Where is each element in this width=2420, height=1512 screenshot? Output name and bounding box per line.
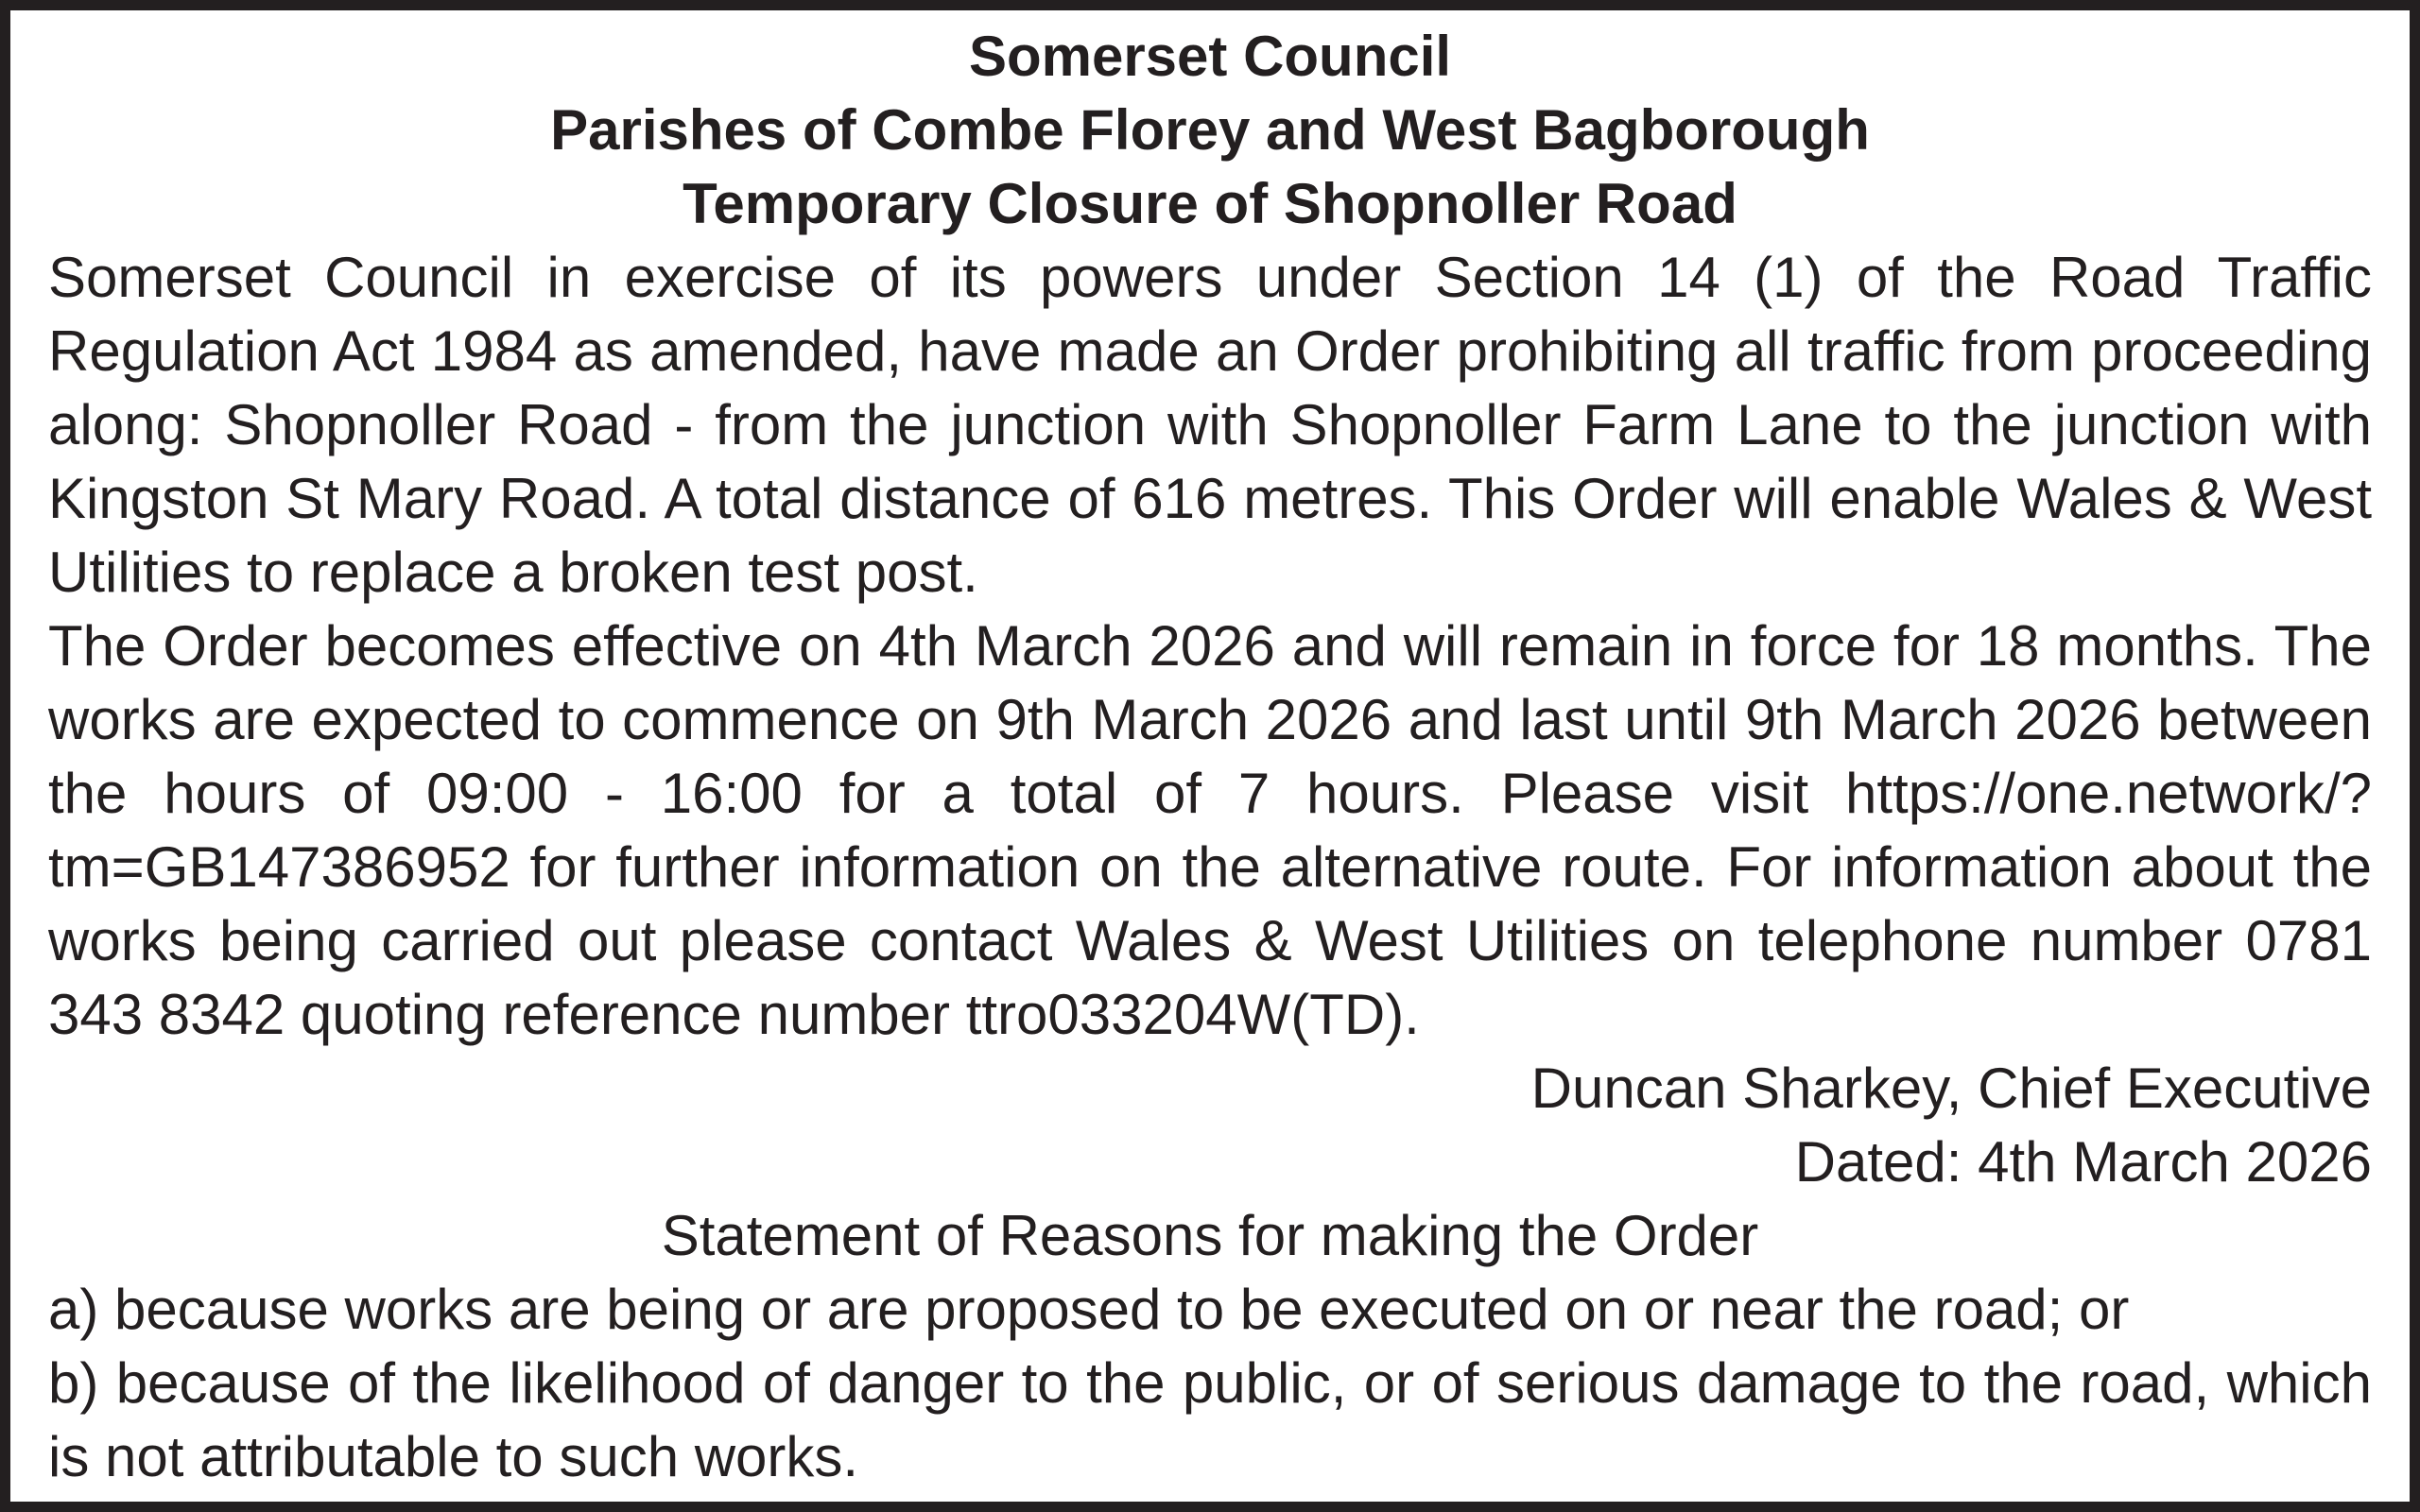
closure-title: Temporary Closure of Shopnoller Road xyxy=(683,172,1737,235)
signatory: Duncan Sharkey, Chief Executive xyxy=(1530,1057,2372,1120)
effective-paragraph: The Order becomes effective on 4th March 2026 and will remain in force for 18 months. The works are expected to commence on 9th March 2026 and last until 9th March 2026 between the hours of 09:00 - 16:00 for a total of 7 hours. Please visit https://one.network/?tm=GB147386952 for further information on the alternative route. For information about the works being carried out please contact Wales & West Utilities on telephone number 0781 343 8342 quoting reference number ttro033204W(TD). xyxy=(48,614,2372,1046)
statement-title: Statement of Reasons for making the Order xyxy=(661,1204,1759,1267)
dated-line: Dated: 4th March 2026 xyxy=(1794,1130,2372,1194)
council-name: Somerset Council xyxy=(968,25,1452,88)
reason-b: b) because of the likelihood of danger to the public, or of serious damage to the road, which is not attributable to such works. xyxy=(48,1351,2372,1488)
order-paragraph: Somerset Council in exercise of its powers under Section 14 (1) of the Road Traffic Regulation Act 1984 as amended, have made an Order prohibiting all traffic from proceeding along: Shopnoller Road - from the junction with Shopnoller Farm Lane to the junction with Kingston St Mary Road. A total distance of 616 metres. This Order will enable Wales & West Utilities to replace a broken test post. xyxy=(48,246,2372,604)
reason-a: a) because works are being or are proposed to be executed on or near the road; or xyxy=(48,1278,2130,1341)
parishes-heading: Parishes of Combe Florey and West Bagborough xyxy=(550,98,1870,162)
